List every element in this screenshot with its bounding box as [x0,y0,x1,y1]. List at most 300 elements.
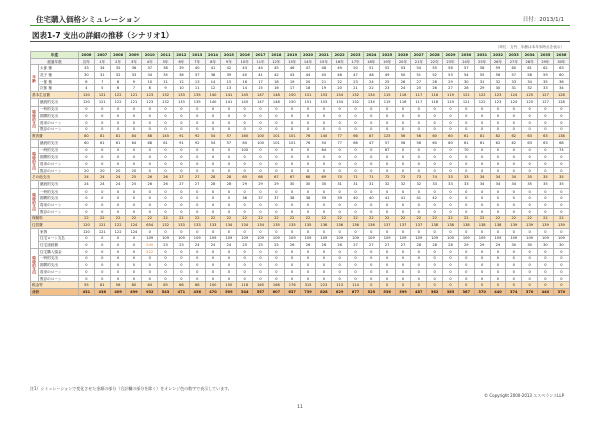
row-group-label: 臨時的支出 [31,248,39,281]
value-cell: 17 [284,85,300,92]
value-cell: 0 [395,161,411,168]
value-cell: 66 [173,282,189,289]
value-cell: 50 [316,139,332,147]
value-cell: 22 [363,215,379,222]
value-cell: 64 [126,139,142,147]
value-cell: 0 [284,167,300,174]
value-cell: 135 [268,222,284,229]
value-cell: 22 [332,215,348,222]
value-cell: 0 [237,106,253,113]
row-group-label [31,228,39,248]
value-cell: 0 [316,188,332,195]
value-cell: 9 [158,85,174,92]
row-label: 住居費 [31,222,79,229]
year-cell: 2031 [474,52,490,59]
value-cell: 0 [506,119,522,126]
value-cell: 0 [284,208,300,215]
value-cell: 123 [142,92,158,99]
value-cell: 0 [553,126,569,133]
value-cell: 0 [173,275,189,282]
value-cell: 0 [427,161,443,168]
value-cell: 124 [126,222,142,229]
value-cell: 137 [411,222,427,229]
expense-detail-table [30,51,570,296]
year-cell: 2006 [79,52,95,59]
table-header-row [31,52,570,59]
category-row [31,133,570,140]
value-cell: 140 [316,133,332,140]
table-row [31,188,570,195]
value-cell: 139 [553,222,569,229]
value-cell: 0 [253,106,269,113]
value-cell: 28 [205,174,221,181]
value-cell: 0 [474,154,490,161]
value-cell: 40 [237,72,253,79]
value-cell: 109 [332,235,348,242]
table-row [31,147,570,154]
value-cell: 0 [300,208,316,215]
value-cell: 0 [253,269,269,276]
value-cell: 0 [395,202,411,209]
value-cell: 60 [126,282,142,289]
value-cell: 0 [427,269,443,276]
value-cell: 0 [158,269,174,276]
value-cell: 0 [94,188,110,195]
table-row [31,202,570,209]
value-cell: 23 [173,242,189,249]
value-cell: 109 [395,235,411,242]
value-cell: 61 [110,139,126,147]
elapsed-cell: 23年 [443,58,459,65]
value-cell: 128 [553,98,569,106]
value-cell: 0 [142,195,158,202]
value-cell: 55 [427,65,443,72]
value-cell: 63 [522,133,538,140]
value-cell: 0 [348,202,364,209]
elapsed-cell: 19年 [379,58,395,65]
value-cell: 109 [348,235,364,242]
row-label: 家賃 [39,228,79,235]
value-cell: 0 [94,195,110,202]
value-cell: 0 [94,161,110,168]
value-cell: 22 [411,215,427,222]
value-cell: 122 [110,228,126,235]
value-cell: 22 [205,215,221,222]
year-cell: 2026 [395,52,411,59]
elapsed-cell: 15年 [316,58,332,65]
value-cell: 0 [316,269,332,276]
value-cell: 0 [490,202,506,209]
value-cell: 22 [316,215,332,222]
value-cell: 0 [268,275,284,282]
value-cell: 18 [268,78,284,85]
value-cell: 0 [474,119,490,126]
value-cell: 0 [474,188,490,195]
value-cell: 151 [300,98,316,106]
value-cell: 22 [395,215,411,222]
value-cell: 140 [205,98,221,106]
value-cell: 0 [268,208,284,215]
value-cell: 82 [490,133,506,140]
value-cell: 0 [411,154,427,161]
value-cell: 0 [110,208,126,215]
value-cell: 0 [443,228,459,235]
value-cell: 66 [348,133,364,140]
value-cell: 399 [395,289,411,296]
value-cell: 0 [490,119,506,126]
value-cell: 0 [300,202,316,209]
value-cell: 23 [348,78,364,85]
figure-title: 図表1-7 支出の詳細の推移（シナリオ1） [32,31,174,40]
value-cell: 0 [490,147,506,154]
value-cell: 61 [94,282,110,289]
value-cell: 0 [284,147,300,154]
value-cell: 0 [79,195,95,202]
value-cell: 0 [300,275,316,282]
value-cell: 0 [173,228,189,235]
value-cell: 22 [538,215,554,222]
value-cell: 80 [79,133,95,140]
document-title: 住宅購入価格シミュレーション [36,15,141,24]
value-cell: 0 [332,248,348,255]
value-cell: 0 [458,106,474,113]
value-cell: 0 [522,126,538,133]
elapsed-cell: 26年 [490,58,506,65]
value-cell: 0 [142,167,158,174]
value-cell: 0 [443,106,459,113]
value-cell: 124 [126,228,142,235]
value-cell: 0 [253,255,269,262]
value-cell: 113 [332,282,348,289]
value-cell: 0 [316,126,332,133]
value-cell: 0 [427,275,443,282]
value-cell: 0 [474,195,490,202]
value-cell: 0 [553,113,569,120]
value-cell: 0 [189,202,205,209]
value-cell: 0 [458,275,474,282]
value-cell: 0 [205,228,221,235]
value-cell: 0 [538,113,554,120]
value-cell: 223 [316,282,332,289]
value-cell: 0 [379,119,395,126]
value-cell: 0 [189,106,205,113]
value-cell: 0 [110,147,126,154]
value-cell: 637 [284,289,300,296]
value-cell: 0 [316,154,332,161]
value-cell: 0 [332,161,348,168]
value-cell: 0 [490,126,506,133]
value-cell: 0 [316,119,332,126]
value-cell: 0 [458,202,474,209]
value-cell: 35 [538,181,554,189]
value-cell: 119 [443,92,459,99]
value-cell: 150 [221,282,237,289]
value-cell: 4 [79,85,95,92]
value-cell: 0 [237,262,253,269]
value-cell: 0 [443,275,459,282]
value-cell: 36 [553,78,569,85]
value-cell: 0 [79,275,95,282]
value-cell: 0 [284,126,300,133]
value-cell: 409 [110,289,126,296]
value-cell: 0 [538,154,554,161]
value-cell: 0 [348,262,364,269]
value-cell: 0 [522,161,538,168]
value-cell: 47 [348,72,364,79]
document-date: 日付：2013/1/1 [522,17,564,23]
value-cell: 0 [268,228,284,235]
value-cell: 35 [538,174,554,181]
row-group-label: 臨時的支出 [31,188,39,215]
value-cell: 0 [268,119,284,126]
value-cell: 0 [332,208,348,215]
value-cell: 61 [158,139,174,147]
value-cell: 123 [490,98,506,106]
value-cell: 109 [490,235,506,242]
value-cell: 20 [300,78,316,85]
value-cell: 109 [363,235,379,242]
value-cell: 0 [522,119,538,126]
value-cell: 0 [221,126,237,133]
value-cell: 54 [205,133,221,140]
value-cell: 0 [142,188,158,195]
value-cell: 6 [79,78,95,85]
row-label: 太郎 様 [39,65,79,72]
elapsed-cell: 24年 [458,58,474,65]
value-cell: 0 [189,188,205,195]
year-cell: 2029 [443,52,459,59]
value-cell: 0 [221,119,237,126]
value-cell: 109 [427,235,443,242]
value-cell: 0 [94,275,110,282]
value-cell: 26 [316,242,332,249]
value-cell: 20 [110,167,126,174]
value-cell: 30 [316,181,332,189]
value-cell: 0 [173,262,189,269]
value-cell: 0 [490,269,506,276]
value-cell: 24 [79,181,95,189]
value-cell: 0 [490,248,506,255]
value-cell: 0 [332,113,348,120]
value-cell: 151 [300,92,316,99]
value-cell: 150 [284,98,300,106]
value-cell: 60 [553,72,569,79]
value-cell: 42 [221,65,237,72]
value-cell: 0 [284,262,300,269]
figure-divider [30,41,570,42]
year-cell: 2012 [173,52,189,59]
value-cell: 35 [522,181,538,189]
value-cell: 27 [173,174,189,181]
value-cell: 0 [427,282,443,289]
value-cell: 0 [94,269,110,276]
value-cell: 0 [79,147,95,154]
value-cell: 0 [237,161,253,168]
value-cell: 499 [126,289,142,296]
table-row [31,275,570,282]
elapsed-cell: 8年 [205,58,221,65]
table-row [31,98,570,106]
value-cell: 0 [189,275,205,282]
value-cell: 436 [189,289,205,296]
elapsed-cell: 4年 [142,58,158,65]
value-cell: 0 [443,195,459,202]
value-cell: 0 [316,202,332,209]
value-cell: 18 [300,85,316,92]
year-cell: 2025 [379,52,395,59]
value-cell: 0 [253,208,269,215]
value-cell: 88 [142,133,158,140]
row-label: 住宅ローン支払 [39,235,79,242]
value-cell: 0 [411,106,427,113]
value-cell: 121 [458,98,474,106]
value-cell: 148 [268,98,284,106]
value-cell: 132 [158,92,174,99]
value-cell: 0 [158,228,174,235]
value-cell: 0 [443,167,459,174]
value-cell: 0 [363,106,379,113]
value-cell: 0 [363,255,379,262]
value-cell: 0 [158,208,174,215]
value-cell: 0 [427,167,443,174]
row-label: 一郎 様 [39,78,79,85]
value-cell: 0 [538,202,554,209]
value-cell: 0 [538,161,554,168]
value-cell: 153 [316,98,332,106]
value-cell: 9 [126,78,142,85]
value-cell: 27 [395,242,411,249]
value-cell: 0 [332,167,348,174]
value-cell: 132 [348,92,364,99]
value-cell: 677 [348,289,364,296]
value-cell: 0 [474,262,490,269]
value-cell: 0 [79,202,95,209]
value-cell: 137 [395,222,411,229]
value-cell: 34 [490,174,506,181]
value-cell: 0 [379,208,395,215]
value-cell: 0 [538,167,554,174]
value-cell: 0 [142,275,158,282]
value-cell: 0 [268,126,284,133]
value-cell: 91 [173,139,189,147]
value-cell: 0 [158,255,174,262]
value-cell: 0 [268,202,284,209]
value-cell: 0 [332,188,348,195]
value-cell: 0 [205,126,221,133]
value-cell: 0 [411,248,427,255]
value-cell: 0 [205,208,221,215]
value-cell: 0 [300,119,316,126]
value-cell: 0 [348,106,364,113]
value-cell: 27 [189,174,205,181]
value-cell: 0 [205,248,221,255]
value-cell: 61 [522,65,538,72]
value-cell: 30 [506,242,522,249]
value-cell: 0 [538,262,554,269]
value-cell: 58 [474,65,490,72]
value-cell: 24 [94,181,110,189]
row-group-label [31,181,39,189]
value-cell: 0 [490,188,506,195]
value-cell: 150 [284,92,300,99]
value-cell: 0 [538,106,554,113]
value-cell: 67 [284,174,300,181]
value-cell: 125 [522,98,538,106]
year-cell: 2036 [553,52,569,59]
row-label: 継続的支出 [39,181,79,189]
value-cell: 0 [284,255,300,262]
elapsed-cell: 30年 [553,58,569,65]
value-cell: 72 [379,174,395,181]
value-cell: 0 [395,126,411,133]
value-cell: 0 [395,167,411,174]
value-cell: 0 [253,119,269,126]
value-cell: 0 [158,262,174,269]
value-cell: 0 [94,242,110,249]
elapsed-cell: 18年 [363,58,379,65]
value-cell: 0 [490,106,506,113]
value-cell: 0 [237,269,253,276]
value-cell: 0 [506,269,522,276]
value-cell: 7 [94,78,110,85]
elapsed-cell: 12年 [268,58,284,65]
value-cell: 0 [332,228,348,235]
value-cell: 34 [142,72,158,79]
value-cell: 0 [300,269,316,276]
value-cell: 10 [142,78,158,85]
value-cell: 0 [522,202,538,209]
year-cell: 2027 [411,52,427,59]
value-cell: 0 [94,202,110,209]
value-cell: 0 [79,242,95,249]
value-cell: 22 [221,215,237,222]
value-cell: 0 [348,119,364,126]
value-cell: 932 [142,289,158,296]
value-cell: 20 [126,167,142,174]
elapsed-cell: 20年 [395,58,411,65]
value-cell: 0 [173,248,189,255]
value-cell: 0 [94,106,110,113]
value-cell: 27 [173,181,189,189]
year-cell: 2024 [363,52,379,59]
value-cell: 0 [363,126,379,133]
value-cell: 0 [316,113,332,120]
value-cell: 0 [158,113,174,120]
row-label: 税金等 [31,282,79,289]
year-cell: 2016 [237,52,253,59]
value-cell: 0 [348,208,364,215]
value-cell: 27 [189,181,205,189]
value-cell: 0 [79,126,95,133]
value-cell: 56 [443,65,459,72]
value-cell: 70 [458,147,474,154]
value-cell: 71 [348,174,364,181]
row-label: 既存のローン [39,275,79,282]
value-cell: 23 [158,242,174,249]
value-cell: 109 [158,235,174,242]
value-cell: 0 [268,167,284,174]
row-group-label: 臨時的支出 [31,147,39,174]
value-cell: 60 [443,133,459,140]
value-cell: 0 [142,147,158,154]
value-cell: 115 [379,98,395,106]
value-cell: 629 [332,289,348,296]
value-cell: 0 [205,154,221,161]
value-cell: 57 [458,65,474,72]
value-cell: 0 [94,154,110,161]
value-cell: 24 [395,85,411,92]
value-cell: 109 [237,235,253,242]
